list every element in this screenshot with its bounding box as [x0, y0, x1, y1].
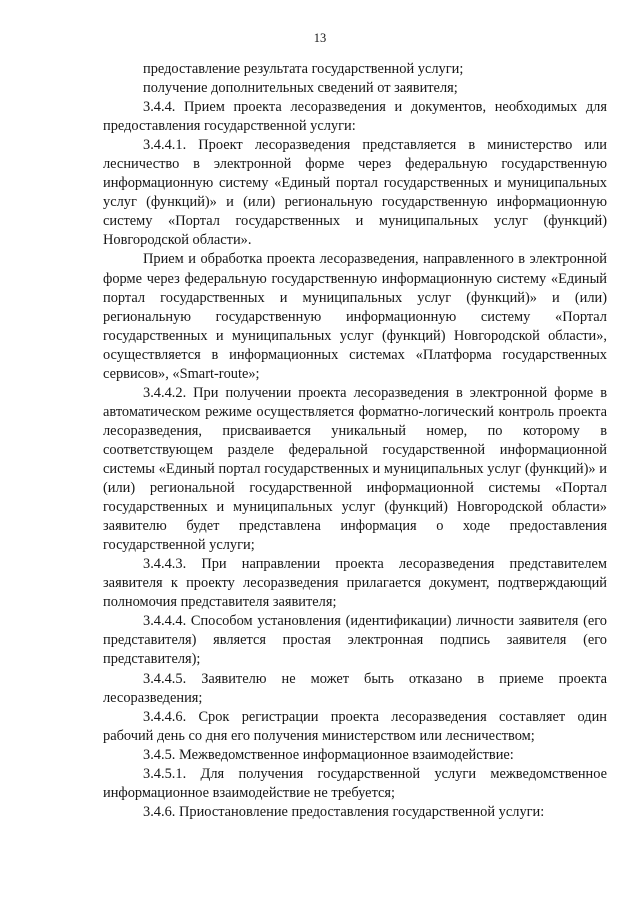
- paragraph-3-4-4-3: 3.4.4.3. При направлении проекта лесоразведения представителем заявителя к проекту лесоразведения прилагается документ, подтверждающий полномочия представителя заявителя;: [103, 556, 607, 611]
- paragraph-3-4-6: 3.4.6. Приостановление предоставления государственной услуги:: [143, 803, 545, 820]
- page-number: 13: [313, 31, 327, 45]
- paragraph-3-4-4-5: 3.4.4.5. Заявителю не может быть отказано в приеме проекта лесоразведения;: [103, 670, 607, 706]
- paragraph-result-delivery: предоставление результата государственной услуги;: [143, 61, 464, 77]
- paragraph-3-4-4-4: 3.4.4.4. Способом установления (идентификации) личности заявителя (его представителя) является простая электронная подпись заявителя (его представителя);: [103, 613, 607, 668]
- paragraph-additional-info: получение дополнительных сведений от заявителя;: [143, 80, 458, 97]
- paragraph-3-4-4-1: 3.4.4.1. Проект лесоразведения представляется в министерство или лесничество в электронной форме через федеральную государственную информационную систему «Единый портал государственных и муниципальных услуг (функций)» и (или) региональную государственную информационную систему «Портал государственных и муниципальных услуг (функций) Новгородской области».: [103, 137, 607, 249]
- paragraph-3-4-5: 3.4.5. Межведомственное информационное взаимодействие:: [143, 746, 514, 763]
- paragraph-3-4-4: 3.4.4. Прием проекта лесоразведения и документов, необходимых для предоставления государственной услуги:: [103, 99, 607, 135]
- paragraph-processing: Прием и обработка проекта лесоразведения, направленного в электронной форме через федеральную государственную информационную систему «Единый портал государственных и муниципальных услуг (функций)» и (или) региональную государственную информационную систему «Портал государственных и муниципальных услуг (функций) Новгородской области», осуществляется в информационных системах «Платформа государственных сервисов», «Smart-route»;: [103, 251, 607, 382]
- paragraph-3-4-4-6: 3.4.4.6. Срок регистрации проекта лесоразведения составляет один рабочий день со дня его получения министерством или лесничеством;: [103, 708, 607, 744]
- document-body: [103, 60, 607, 822]
- paragraph-3-4-5-1: 3.4.5.1. Для получения государственной услуги межведомственное информационное взаимодействие не требуется;: [103, 765, 607, 801]
- paragraph-3-4-4-2: 3.4.4.2. При получении проекта лесоразведения в электронной форме в автоматическом режиме осуществляется форматно-логический контроль проекта лесоразведения, присваивается уникальный номер, по которому в соответствующем разделе федеральной государственной информационной системы «Единый портал государственных и муниципальных услуг (функций)» и (или) региональной государственной информационной системы «Портал государственных и муниципальных услуг (функций) Новгородской области» заявителю будет представлена информация о ходе предоставления государственной услуги;: [103, 384, 607, 554]
